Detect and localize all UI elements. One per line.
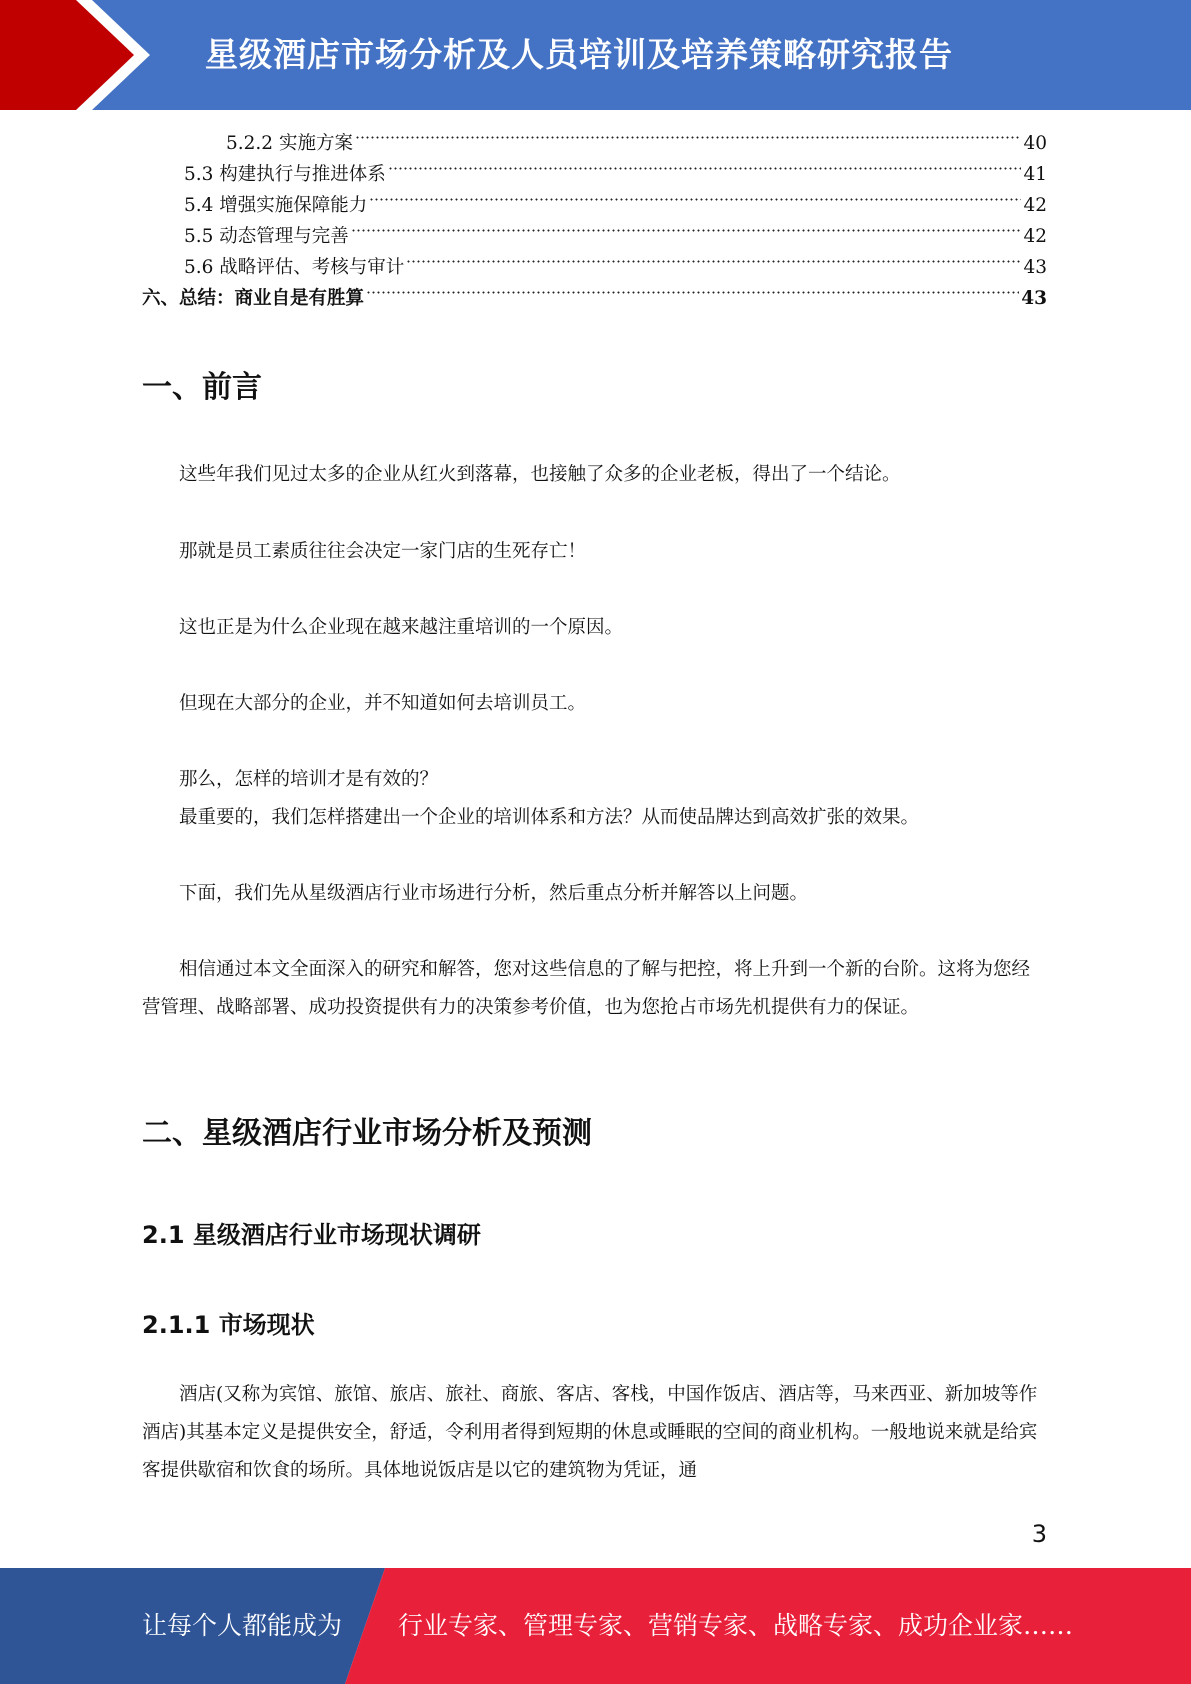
toc-leader-dots (406, 252, 1021, 283)
toc-entry[interactable] (142, 283, 1047, 314)
body-paragraph: 相信通过本文全面深入的研究和解答，您对这些信息的了解与把控，将上升到一个新的台阶。这将为您经营管理、战略部署、成功投资提供有力的决策参考价值，也为您抢占市场先机提供有力的保证。 (142, 959, 1031, 1018)
toc-leader-dots (366, 283, 1019, 314)
toc-entry[interactable] (142, 190, 1047, 221)
toc-entry-label: 5.4 增强实施保障能力 (184, 195, 368, 216)
toc-leader-dots (351, 221, 1022, 252)
body-paragraph: 这也正是为什么企业现在越来越注重培训的一个原因。 (179, 617, 624, 638)
header-title: 星级酒店市场分析及人员培训及培养策略研究报告 (205, 35, 953, 74)
toc-entry-page: 41 (1023, 164, 1047, 185)
footer-slogan-right: 行业专家、管理专家、营销专家、战略专家、成功企业家…… (398, 1611, 1074, 1640)
body-paragraph: 最重要的，我们怎样搭建出一个企业的培训体系和方法？从而使品牌达到高效扩张的效果。 (179, 807, 920, 828)
toc-leader-dots (355, 128, 1022, 159)
section-heading: 一、前言 (142, 370, 262, 405)
toc-leader-dots (369, 190, 1021, 221)
toc-entry[interactable] (142, 221, 1047, 252)
page-number: 3 (1031, 1520, 1047, 1548)
toc-entry[interactable] (142, 128, 1047, 159)
body-paragraph: 那就是员工素质往往会决定一家门店的生死存亡！ (179, 541, 587, 562)
toc-entry-page: 43 (1023, 257, 1047, 278)
toc-entry-page: 40 (1023, 133, 1047, 154)
toc-entry[interactable] (142, 159, 1047, 190)
body-paragraph: 这些年我们见过太多的企业从红火到落幕，也接触了众多的企业老板，得出了一个结论。 (179, 464, 901, 485)
toc-entry-label: 5.2.2 实施方案 (226, 133, 353, 154)
body-paragraph: 那么，怎样的培训才是有效的？ (179, 769, 439, 790)
body-paragraph: 酒店(又称为宾馆、旅馆、旅店、旅社、商旅、客店、客栈，中国作饭店、酒店等，马来西亚、新加坡等作酒店)其基本定义是提供安全，舒适，令利用者得到短期的休息或睡眠的空间的商业机构。一般地说来就是给宾客提供歇宿和饮食的场所。具体地说饭店是以它的建筑物为凭证，通 (142, 1384, 1038, 1481)
toc-entry-page: 42 (1023, 226, 1047, 247)
toc-entry-label: 5.3 构建执行与推进体系 (184, 164, 386, 185)
toc-entry-page: 43 (1021, 288, 1047, 309)
table-of-contents (142, 128, 1047, 314)
page-header (0, 0, 1191, 110)
toc-entry-label: 5.5 动态管理与完善 (184, 226, 349, 247)
footer-slogan-left: 让每个人都能成为 (142, 1611, 343, 1640)
header-chevron-icon (0, 0, 160, 110)
toc-entry-page: 42 (1023, 195, 1047, 216)
toc-entry[interactable] (142, 252, 1047, 283)
page-footer (0, 1568, 1191, 1684)
body-paragraph: 下面，我们先从星级酒店行业市场进行分析，然后重点分析并解答以上问题。 (179, 883, 809, 904)
subsection-heading: 2.1 星级酒店行业市场现状调研 (142, 1221, 481, 1249)
toc-entry-label: 六、总结：商业自是有胜算 (142, 288, 365, 309)
subsection-heading: 2.1.1 市场现状 (142, 1311, 315, 1339)
body-paragraph: 但现在大部分的企业，并不知道如何去培训员工。 (179, 693, 587, 714)
toc-leader-dots (388, 159, 1022, 190)
toc-entry-label: 5.6 战略评估、考核与审计 (184, 257, 405, 278)
section-heading: 二、星级酒店行业市场分析及预测 (142, 1116, 592, 1151)
